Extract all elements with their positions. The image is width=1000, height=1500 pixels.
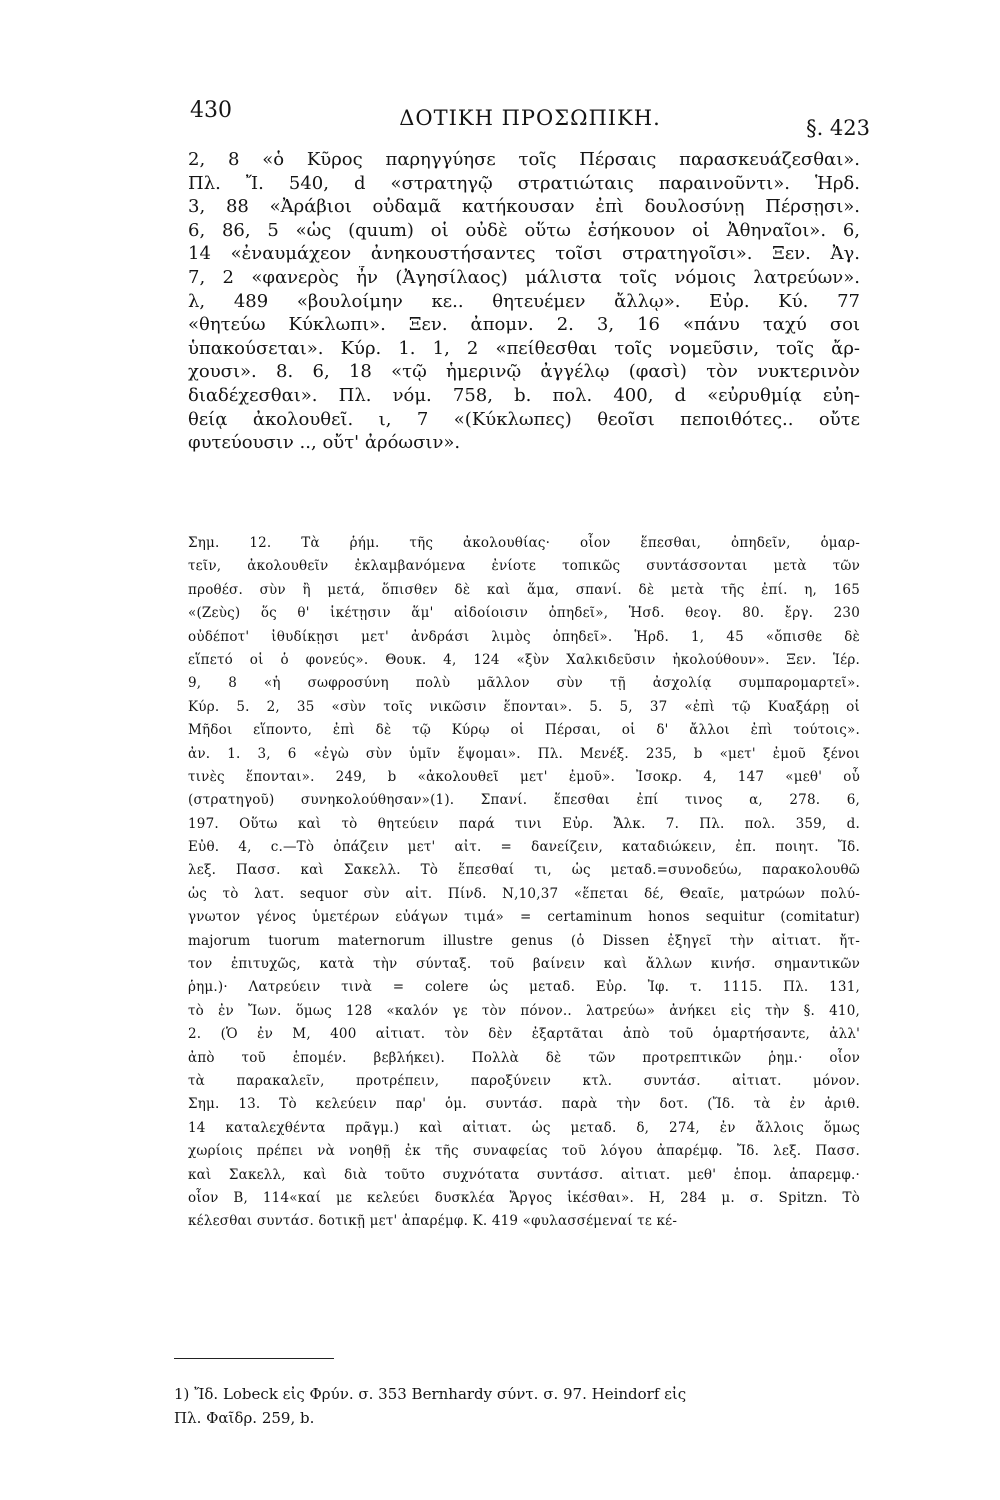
text-line: διαδέχεσθαι». Πλ. νόμ. 758, b. πολ. 400, d «εὐρυθμίᾳ εὐη- (188, 384, 860, 406)
running-title: ΔΟΤΙΚΗ ΠΡΟΣΩΠΙΚΗ. (399, 106, 661, 130)
text-line: ἀν. 1. 3, 6 «ἐγὼ σὺν ὑμῖν ἕψομαι». Πλ. Μενέξ. 235, b «μετ' ἐμοῦ ξένοι (188, 745, 860, 762)
notes-text (188, 532, 860, 1234)
text-line: Πλ. Ἴ. 540, d «στρατηγῷ στρατιώταις παραινοῦντι». Ἡρδ. (188, 172, 860, 194)
text-line: φυτεύουσιν .., οὔτ' ἀρόωσιν». (188, 432, 461, 454)
text-line: προθέσ. σὺν ἢ μετά, ὅπισθεν δὲ καὶ ἅμα, σπανί. δὲ μετὰ τῆς ἐπί. η, 165 (188, 581, 860, 598)
text-line: Σημ. 12. Τὰ ῥήμ. τῆς ἀκολουθίας· οἷον ἕπεσθαι, ὀπηδεῖν, ὁμαρ- (188, 535, 860, 551)
text-line: οὐδέποτ' ἰθυδίκῃσι μετ' ἀνδράσι λιμὸς ὀπηδεῖ». Ἡρδ. 1, 45 «ὄπισθε δὲ (188, 628, 860, 645)
text-line: ὡς τὸ λατ. sequor σὺν αἰτ. Πίνδ. Ν,10,37 «ἕπεται δέ, Θεαῖε, ματρώων πολύ- (188, 885, 860, 902)
text-line: χωρίοις πρέπει νὰ νοηθῇ ἐκ τῆς συναφείας τοῦ λόγου ἀπαρέμφ. Ἴδ. λεξ. Πασσ. (188, 1143, 860, 1160)
text-line: τινὲς ἕπονται». 249, b «ἀκολουθεῖ μετ' ἐμοῦ». Ἰσοκρ. 4, 147 «μεθ' οὗ (188, 768, 860, 785)
text-line: τεῖν, ἀκολουθεῖν ἐκλαμβανόμενα ἐνίοτε τοπικῶς συντάσσονται μετὰ τῶν (188, 558, 860, 575)
text-line: 3, 88 «Ἀράβιοι οὐδαμᾶ κατήκουσαν ἐπὶ δουλοσύνῃ Πέρσῃσι». (188, 196, 860, 218)
text-line: Κύρ. 5. 2, 35 «σὺν τοῖς νικῶσιν ἕπονται». 5. 5, 37 «ἐπὶ τῷ Κυαξάρῃ οἱ (188, 698, 860, 715)
text-line: τὰ παρακαλεῖν, προτρέπειν, παροξύνειν κτλ. συντάσ. αἰτιατ. μόνον. (188, 1072, 860, 1089)
text-line: «θητεύω Κύκλωπι». Ξεν. ἀπομν. 2. 3, 16 «πάνυ ταχύ σοι (188, 314, 860, 336)
text-line: majorum tuorum maternorum illustre genus (ὁ Dissen ἐξηγεῖ τὴν αἰτιατ. ἤτ- (188, 932, 860, 949)
footnote-line (174, 1382, 864, 1406)
text-line: 14 καταλεχθέντα πρᾶγμ.) καὶ αἰτιατ. ὡς μεταδ. δ, 274, ἐν ἄλλοις ὅμως (188, 1119, 860, 1136)
text-line: ἀπὸ τοῦ ἑπομέν. βεβλήκει). Πολλὰ δὲ τῶν προτρεπτικῶν ῥημ.· οἷον (188, 1049, 860, 1066)
footnote-text: Ἴδ. Lobeck εἰς Φρύν. σ. 353 Bernhardy σύντ. σ. 97. Heindorf εἰς (194, 1385, 687, 1403)
footnote-marker: 1) (174, 1385, 190, 1403)
text-line: τον ἐπιτυχῶς, κατὰ τὴν σύνταξ. τοῦ βαίνειν καὶ ἄλλων κινήσ. σημαντικῶν (188, 956, 860, 973)
text-line: 2, 8 «ὁ Κῦρος παρηγγύησε τοῖς Πέρσαις παρασκευάζεσθαι». (188, 149, 860, 170)
text-line: 14 «ἐναυμάχεον ἀνηκουστήσαντες τοῖσι στρατηγοῖσι». Ξεν. Ἀγ. (188, 243, 860, 265)
main-text (188, 148, 860, 455)
text-line: 6, 86, 5 «ὡς (quum) οἱ οὐδὲ οὕτω ἐσήκουον οἱ Ἀθηναῖοι». 6, (188, 219, 860, 241)
text-line: 2. (Ὁ ἐν Μ, 400 αἰτιατ. τὸν δὲν ἐξαρτᾶται ἀπὸ τοῦ ὁμαρτήσαντε, ἀλλ' (188, 1026, 860, 1043)
footnote-line: Πλ. Φαῖδρ. 259, b. (174, 1409, 315, 1427)
text-line: θείᾳ ἀκολουθεῖ. ι, 7 «(Κύκλωπες) θεοῖσι πεποιθότες.. οὔτε (188, 408, 860, 430)
text-line: Μῆδοι εἵποντο, ἐπὶ δὲ τῷ Κύρῳ οἱ Πέρσαι, οἱ δ' ἄλλοι ἐπὶ τούτοις». (188, 722, 860, 739)
text-line: 197. Οὕτω καὶ τὸ θητεύειν παρά τινι Εὐρ. Ἄλκ. 7. Πλ. πολ. 359, d. (188, 815, 860, 832)
text-line: τὸ ἐν Ἴων. ὅμως 128 «καλόν γε τὸν πόνον.. λατρεύω» ἀνήκει εἰς τὴν §. 410, (188, 1002, 860, 1019)
footnote (174, 1382, 864, 1430)
text-line: Εὐθ. 4, c.—Τὸ ὀπάζειν μετ' αἰτ. = δανείζειν, καταδιώκειν, ἐπ. ποιητ. Ἴδ. (188, 839, 860, 856)
footnote-rule (174, 1358, 334, 1359)
text-line: καὶ Σακελλ, καὶ διὰ τοῦτο συχνότατα συντάσσ. αἰτιατ. μεθ' ἑπομ. ἀπαρεμφ.· (188, 1166, 860, 1183)
text-line: ῥημ.)· Λατρεύειν τινὰ = colere ὡς μεταδ. Εὐρ. Ἰφ. τ. 1115. Πλ. 131, (188, 979, 860, 996)
text-line: χουσι». 8. 6, 18 «τῷ ἡμερινῷ ἀγγέλῳ (φασὶ) τὸν νυκτερινὸν (188, 361, 860, 383)
text-line: οἷον Β, 114«καί με κελεύει δυσκλέα Ἄργος ἱκέσθαι». Η, 284 μ. σ. Spitzn. Τὸ (188, 1189, 860, 1206)
text-line: (στρατηγοῦ) συνηκολούθησαν»(1). Σπανί. ἕπεσθαι ἐπί τινος α, 278. 6, (188, 792, 860, 809)
text-line: ὑπακούσεται». Κύρ. 1. 1, 2 «πείθεσθαι τοῖς νομεῦσιν, τοῖς ἄρ- (188, 337, 860, 359)
text-line: 9, 8 «ἡ σωφροσύνη πολὺ μᾶλλον σὺν τῇ ἀσχολίᾳ συμπαρομαρτεῖ». (188, 675, 860, 692)
text-line: γνωτον γένος ὑμετέρων εὐάγων τιμά» = certaminum honos sequitur (comitatur) (188, 909, 860, 926)
text-line: λεξ. Πασσ. καὶ Σακελλ. Τὸ ἕπεσθαί τι, ὡς μεταδ.=συνοδεύω, παρακολουθῶ (188, 862, 860, 879)
text-line: κέλεσθαι συντάσ. δοτικῇ μετ' ἀπαρέμφ. Κ. 419 «φυλασσέμεναί τε κέ- (188, 1213, 678, 1230)
section-number: §. 423 (806, 116, 870, 140)
text-line: Σημ. 13. Τὸ κελεύειν παρ' ὁμ. συντάσ. παρὰ τὴν δοτ. (Ἴδ. τὰ ἐν ἀριθ. (188, 1096, 860, 1113)
page-header (190, 98, 870, 138)
text-line: εἵπετό οἱ ὁ φονεύς». Θουκ. 4, 124 «ξὺν Χαλκιδεῦσιν ἠκολούθουν». Ξεν. Ἱέρ. (188, 651, 860, 668)
text-line: «(Ζεὺς) ὅς θ' ἱκέτῃσιν ἅμ' αἰδοίοισιν ὀπηδεῖ», Ἡσδ. θεογ. 80. ἔργ. 230 (188, 605, 860, 622)
page-number: 430 (190, 98, 232, 123)
text-line: λ, 489 «βουλοίμην κε.. θητευέμεν ἄλλῳ». Εὐρ. Κύ. 77 (188, 290, 860, 312)
text-line: 7, 2 «φανερὸς ἦν (Ἀγησίλαος) μάλιστα τοῖς νόμοις λατρεύων». (188, 266, 860, 288)
